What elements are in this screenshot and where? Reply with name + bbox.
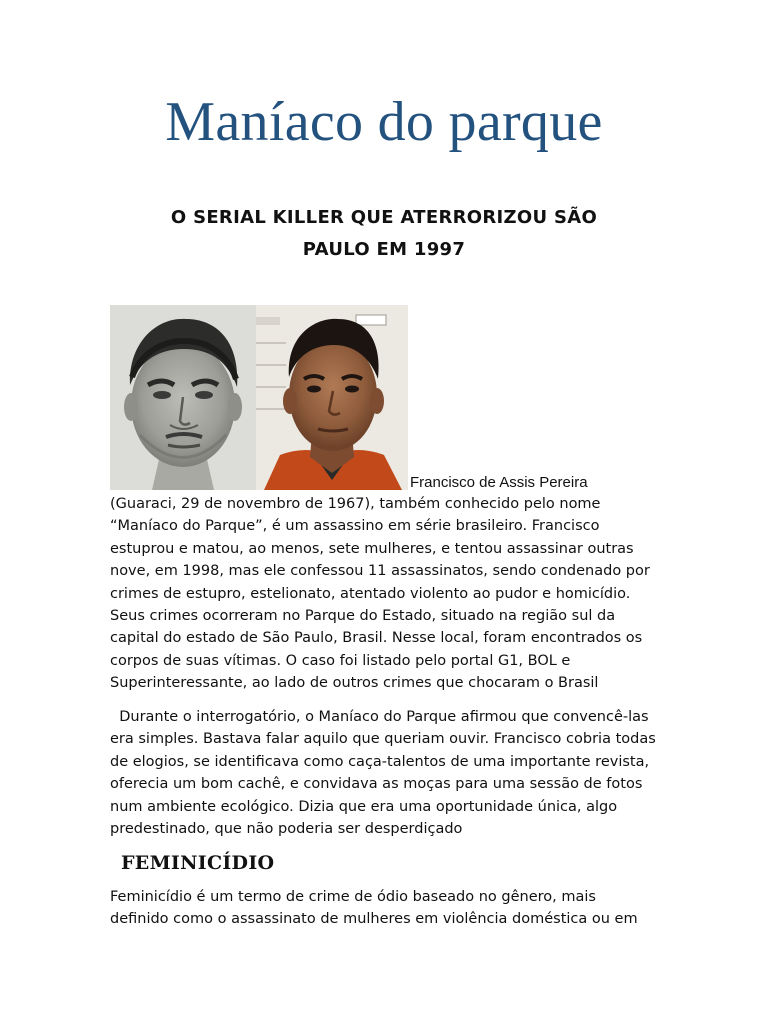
document-subtitle [120, 202, 648, 266]
paragraph-line: Seus crimes ocorreram no Parque do Estado, situado na região sul da [110, 608, 616, 625]
paragraph-line: num ambiente ecológico. Dizia que era uma oportunidade única, algo [110, 798, 618, 815]
suspect-name-caption: Francisco de Assis Pereira [410, 474, 588, 491]
biography-paragraph [110, 493, 658, 695]
page-title: Maníaco do parque [165, 91, 603, 153]
paragraph-line: definido como o assassinato de mulheres em violência doméstica ou em [110, 911, 638, 928]
paragraph-line: (Guaraci, 29 de novembro de 1967), também conhecido pelo nome [110, 496, 601, 512]
subtitle-line: O SERIAL KILLER QUE ATERRORIZOU SÃO [170, 207, 598, 228]
suspect-sketch-image [110, 305, 256, 490]
paragraph-line: era simples. Bastava falar aquilo que queriam ouvir. Francisco cobria todas [110, 731, 656, 748]
paragraph-line: corpos de suas vítimas. O caso foi listado pelo portal G1, BOL e [110, 652, 571, 669]
paragraph-line: predestinado, que não poderia ser desperdiçado [110, 821, 463, 838]
section-heading: FEMINICÍDIO [121, 852, 275, 874]
paragraph-line: Durante o interrogatório, o Maníaco do Parque afirmou que convencê-las [110, 709, 649, 725]
paragraph-line: Feminicídio é um termo de crime de ódio baseado no gênero, mais [110, 889, 596, 905]
paragraph-line: capital do estado de São Paulo, Brasil. Nesse local, foram encontrados os [110, 630, 643, 647]
paragraph-line: nove, em 1998, mas ele confessou 11 assassinatos, sendo condenado por [110, 563, 650, 580]
feminicide-paragraph [110, 886, 658, 931]
interrogation-paragraph [110, 706, 658, 840]
paragraph-line: oferecia um bom cachê, e convidava as moças para uma sessão de fotos [110, 776, 643, 793]
subtitle-line: PAULO EM 1997 [302, 239, 466, 260]
paragraph-line: de elogios, se identificava como caça-talentos de uma importante revista, [110, 753, 650, 770]
paragraph-line: crimes de estupro, estelionato, atentado violento ao pudor e homicídio. [110, 585, 631, 602]
paragraph-line: estuprou e matou, ao menos, sete mulheres, e tentou assassinar outras [110, 540, 634, 557]
suspect-mugshot-image [256, 305, 408, 490]
suspect-images [110, 305, 408, 490]
paragraph-line: Superinteressante, ao lado de outros crimes que chocaram o Brasil [110, 675, 599, 692]
paragraph-line: “Maníaco do Parque”, é um assassino em série brasileiro. Francisco [110, 518, 600, 535]
